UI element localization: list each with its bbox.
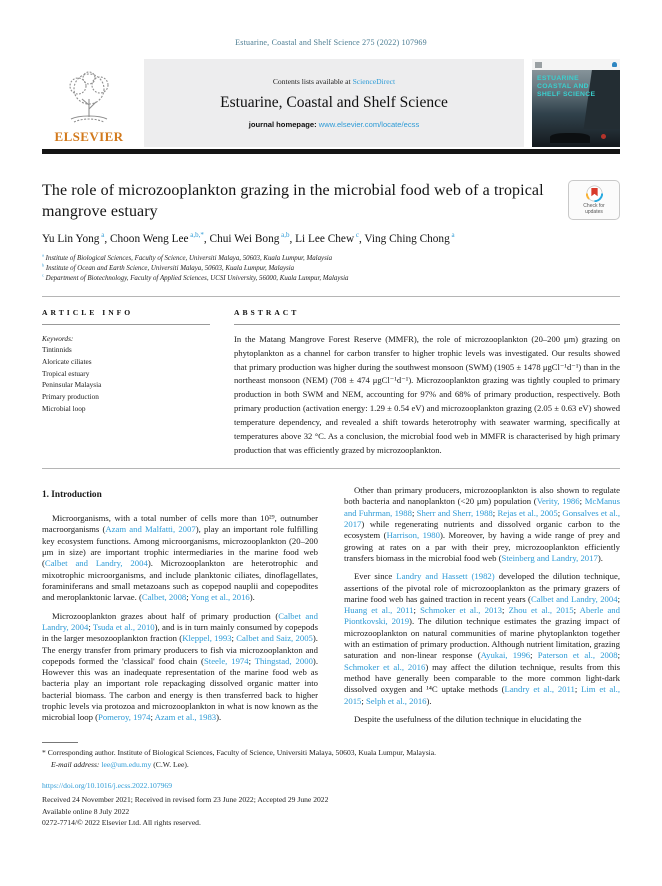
- article-title: The role of microzooplankton grazing in the microbial food web of a tropical mangrove estuary: [42, 181, 544, 220]
- cover-line-1: ESTUARINE: [537, 75, 579, 82]
- article-info-rule: [42, 324, 210, 325]
- footnote-rule: [42, 742, 78, 743]
- homepage-prefix: journal homepage:: [248, 120, 319, 129]
- crossmark-icon: [586, 185, 603, 202]
- abstract-rule: [234, 324, 620, 325]
- keyword: Tintinnids: [42, 345, 72, 355]
- elsevier-wordmark: ELSEVIER: [54, 129, 124, 144]
- contents-line: [273, 77, 395, 86]
- copyright-line: 0272-7714/© 2022 Elsevier Ltd. All rights reserved.: [42, 818, 201, 828]
- article-info-heading: ARTICLE INFO: [42, 307, 134, 317]
- cover-journal-name: [537, 75, 595, 99]
- cover-person-icon: [612, 62, 617, 67]
- elsevier-logo[interactable]: [42, 59, 136, 147]
- email-note: E-mail address: lee@um.edu.my (C.W. Lee).: [51, 759, 189, 769]
- body-paragraph: Microzooplankton grazes about half of primary production (Calbet and Landry, 2004; Tsuda et al., 2010), and is in turn mainly consumed by copepods in the larger mesozooplankton fraction (Kleppel, 1993; Calbet and Saiz, 2005). The energy transfer from primary producers to fish via microzooplankton and copepods formed the 'classical' food chain (Steele, 1974; Thingstad, 2000). However this was an inadequate representation of the marine food web as bacteria play an important role repackaging dissolved organic matter into bacterial biomass. The carbon and energy is then transferred back to higher trophic levels via protozoa and microzooplankton in what is now known as the microbial loop (Pomeroy, 1974; Azam et al., 1983).: [42, 610, 318, 723]
- homepage-line: [249, 120, 420, 129]
- contents-prefix: Contents lists available at: [272, 77, 353, 86]
- article-body: [42, 485, 620, 732]
- cover-line-3: SHELF SCIENCE: [537, 91, 596, 99]
- journal-cover-thumbnail[interactable]: [532, 59, 620, 147]
- cover-light-art: [601, 134, 606, 139]
- body-paragraph: Other than primary producers, microzooplankton is also shown to regulate both bacteria and nanoplankton (<20 μm) population (Verity, 1986; McManus and Fuhrman, 1988; Sherr and Sherr, 1988; Rejas et al., 2005; Gonsalves et al., 2017) while regenerating nutrients and dissolved organic carbon to the ecosystem (Harrison, 1980). Moreover, by having a wide range of prey and growing at rates on a par with their prey, microzooplankton efficiently transfers biomass in the microbial food web (Steinberg and Landry, 2017).: [344, 485, 620, 563]
- cover-publisher-mark-icon: [535, 62, 542, 68]
- journal-homepage-link[interactable]: www.elsevier.com/locate/ecss: [318, 120, 420, 129]
- header-divider-bar: [42, 149, 620, 154]
- keyword: Primary production: [42, 392, 99, 402]
- journal-banner: [42, 59, 620, 147]
- keywords-label: Keywords:: [42, 333, 74, 343]
- journal-title: Estuarine, Coastal and Shelf Science: [220, 94, 448, 111]
- cover-boat-art: [550, 133, 590, 143]
- abstract-text: In the Matang Mangrove Forest Reserve (MMFR), the role of microzooplankton (20–200 μm) grazing on phytoplankton as a channel for carbon transfer to higher trophic levels was investigated. Our results showed that primary production was higher during the southwest monsoon (SWM) (1905 ± 1478 μgCl⁻¹d⁻¹) than in the northeast monsoon (NEM) (708 ± 474 μgCl⁻¹d⁻¹). Microzooplankton grazing was tightly coupled to primary production in both SWM and NEM, accounting for 97% and 68% of primary production, respectively. Both primary production (activation energy: 1.29 ± 0.54 eV) and microzooplankton grazing (2.05 ± 0.63 eV) showed temperature dependency, and revealed a shift towards heterotrophy with seawater warming, specifically at temperatures above 32 °C. As a conclusion, the microbial food web in MMFR is characterised by high primary production that was efficiently grazed by microzooplankton.: [234, 333, 620, 456]
- received-dates: Received 24 November 2021; Received in revised form 23 June 2022; Accepted 29 June 2022: [42, 795, 329, 805]
- body-paragraph: Ever since Landry and Hassett (1982) developed the dilution technique, assertions of the pivotal role of microzooplankton as the primary grazers of marine food web has gained traction in recent years (Calbet and Landry, 2004; Huang et al., 2011; Schmoker et al., 2013; Zhou et al., 2015; Aberle and Piontkovski, 2019). The dilution technique estimates the grazing impact of microzooplankton on natural communities of marine phytoplankton together with an estimation of primary production. Although nutrient limitation, grazing saturation and non-linear response (Ayukai, 1996; Paterson et al., 2008; Schmoker et al., 2016) may affect the dilution technique, results from this method have generally been comparable to the more common light-dark dissolved oxygen and ¹⁴C uptake methods (Landry et al., 2011; Lim et al., 2015; Selph et al., 2016).: [344, 571, 621, 706]
- keyword: Aloricate ciliates: [42, 357, 92, 367]
- body-right-column: [344, 485, 620, 732]
- abstract-heading: ABSTRACT: [234, 307, 300, 317]
- footer-block: [42, 780, 620, 829]
- body-paragraph: Microorganisms, with a total number of cells more than 10²⁹, outnumber macroorganisms (Azam and Malfatti, 2007), play an important role fulfilling key ecosystem functions. Among microorganisms, microzooplankton (20–200 μm in size) are important trophic intermediaries in the marine food web (Calbet and Landry, 2004). Microzooplankton are heterotrophic and mixotrophic microorganisms, and include planktonic ciliates, dinoflagellates, foraminiferans and small metazoans such as copepod nauplii and copepodites and meroplanktonic larvae. (Calbet, 2008; Yong et al., 2016).: [42, 513, 318, 603]
- affiliation-b: $^b$ Institute of Ocean and Earth Science, Universiti Malaya, 50603, Kuala Lumpur, Malaysia: [42, 262, 295, 272]
- corresponding-author-note: * Corresponding author. Institute of Biological Sciences, Faculty of Science, Universiti Malaya, 50603, Kuala Lumpur, Malaysia.: [42, 748, 437, 758]
- author-list: Yu Lin Yong $^a$, Choon Weng Lee $^{a,b,*}$, Chui Wei Bong $^{a,b}$, Li Lee Chew $^c$, Ving Ching Chong $^a$: [42, 230, 455, 245]
- keyword: Tropical estuary: [42, 368, 90, 378]
- body-paragraph: Despite the usefulness of the dilution technique in elucidating the: [354, 713, 582, 724]
- crossmark-label: Check for updates: [583, 202, 605, 215]
- abstract-panel: [234, 308, 620, 458]
- cover-top-strip: [532, 59, 620, 70]
- affiliation-a: $^a$ Institute of Biological Sciences, Faculty of Science, Universiti Malaya, 50603, Kuala Lumpur, Malaysia: [42, 252, 333, 262]
- keyword: Microbial loop: [42, 403, 86, 413]
- doi-link[interactable]: https://doi.org/10.1016/j.ecss.2022.107969: [42, 781, 173, 791]
- journal-masthead: [144, 59, 524, 147]
- sciencedirect-link[interactable]: ScienceDirect: [352, 77, 396, 86]
- article-info-panel: [42, 308, 210, 458]
- keyword: Peninsular Malaysia: [42, 380, 102, 390]
- footnote-block: [42, 742, 620, 770]
- elsevier-tree-icon: [61, 69, 117, 129]
- affiliation-list: [42, 254, 620, 284]
- running-head: Estuarine, Coastal and Shelf Science 275 (2022) 107969: [235, 38, 427, 47]
- check-for-updates-badge[interactable]: [568, 180, 620, 220]
- body-left-column: [42, 485, 318, 732]
- affiliation-c: $^c$ Department of Biotechnology, Faculty of Applied Sciences, UCSI University, 56000, Kuala Lumpur, Malaysia: [42, 272, 349, 282]
- available-online: Available online 8 July 2022: [42, 806, 130, 816]
- cover-line-2: COASTAL AND: [537, 83, 589, 91]
- section-heading-introduction: 1. Introduction: [42, 490, 102, 501]
